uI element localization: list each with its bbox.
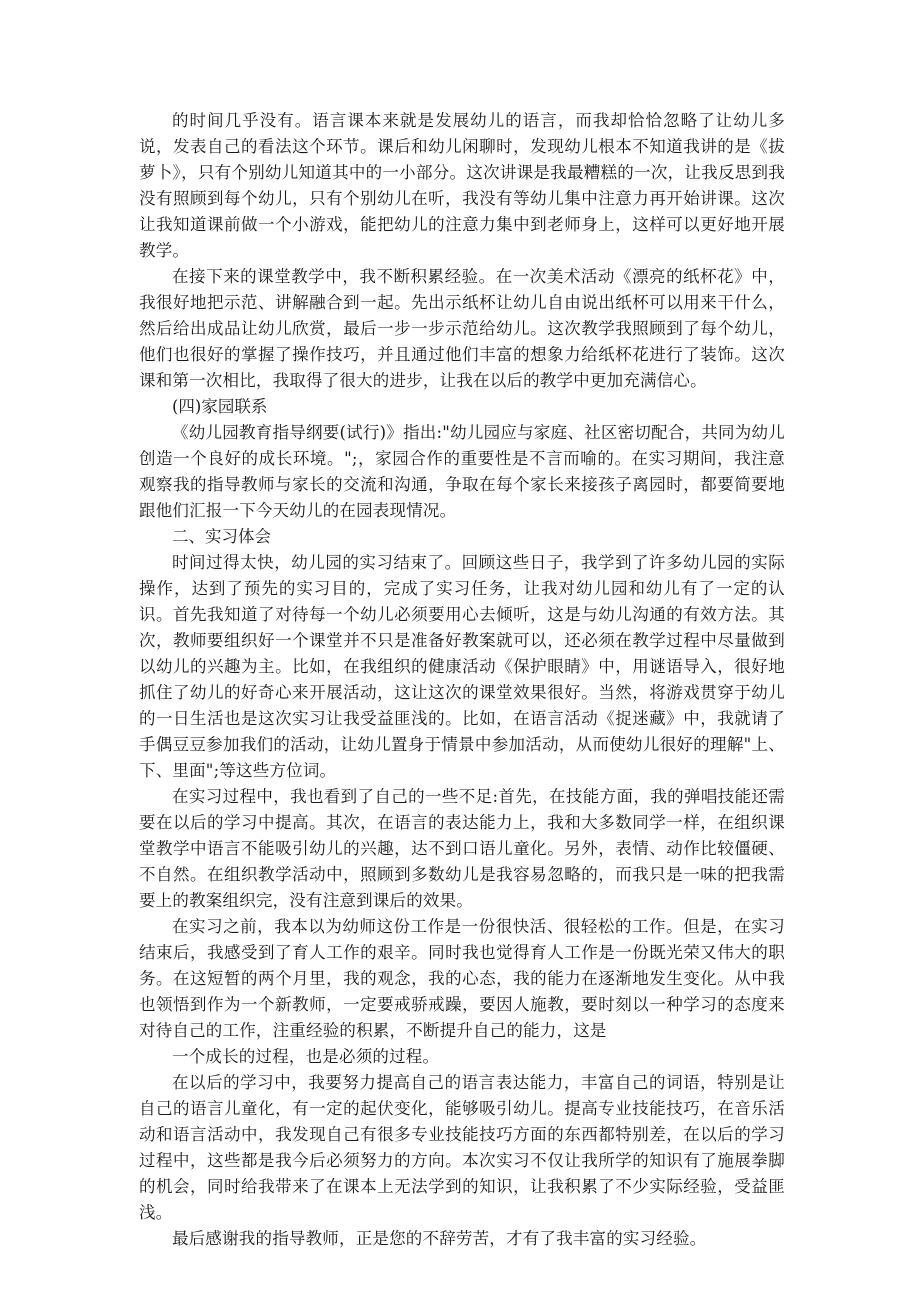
paragraph-internship-summary: 时间过得太快，幼儿园的实习结束了。回顾这些日子，我学到了许多幼儿园的实际操作，达到了预先的实习目的，完成了实习任务，让我对幼儿园和幼儿有了一定的认识。首先我知道了对待每一个幼儿必须要用心去倾听，这是与幼儿沟通的有效方法。其次，教师要组织好一个课堂并不只是准备好教案就可以，还必须在教学过程中尽量做到以幼儿的兴趣为主。比如，在我组织的健康活动《保护眼睛》中，用谜语导入，很好地抓住了幼儿的好奇心来开展活动，这让这次的课堂效果很好。当然，将游戏贯穿于幼儿的一日生活也是这次实习让我受益匪浅的。比如，在语言活动《捉迷藏》中，我就请了手偶豆豆参加我们的活动，让幼儿置身于情景中参加活动，从而使幼儿很好的理解"上、下、里面";等这些方位词。 [139,553,785,780]
section-heading-internship-experience: 二、实习体会 [172,527,271,546]
paragraph-home-school-contact: 《幼儿园教育指导纲要(试行)》指出:"幼儿园应与家庭、社区密切配合，共同为幼儿创造一个良好的成长环境。";，家园合作的重要性是不言而喻的。在实习期间，我注意观察我的指导教师与家长的交流和沟通，争取在每个家长来接孩子离园时，都要简要地跟他们汇报一下今天幼儿的在园表现情况。 [139,423,785,520]
paragraph-before-internship: 在实习之前，我本以为幼师这份工作是一份很快活、很轻松的工作。但是，在实习结束后，我感受到了育人工作的艰辛。同时我也觉得育人工作是一份既光荣又伟大的职务。在这短暂的两个月里，我的观念，我的心态，我的能力在逐渐地发生变化。从中我也领悟到作为一个新教师，一定要戒骄戒躁，要因人施教，要时刻以一种学习的态度来对待自己的工作，注重经验的积累，不断提升自己的能力，这是 [139,917,785,1040]
section-heading-home-school: (四)家园联系 [172,397,268,416]
paragraph-future-study: 在以后的学习中，我要努力提高自己的语言表达能力，丰富自己的词语，特别是让自己的语言儿童化，有一定的起伏变化，能够吸引幼儿。提高专业技能技巧，在音乐活动和语言活动中，我发现自己有很多专业技能技巧方面的东西都特别差，在以后的学习过程中，这些都是我今后必须努力的方向。本次实习不仅让我所学的知识有了施展拳脚的机会，同时给我带来了在课本上无法学到的知识，让我积累了不少实际经验，受益匪浅。 [139,1073,785,1222]
document-page [139,108,785,1252]
paragraph-lesson-reflection: 的时间几乎没有。语言课本来就是发展幼儿的语言，而我却恰恰忽略了让幼儿多说，发表自己的看法这个环节。课后和幼儿闲聊时，发现幼儿根本不知道我讲的是《拔萝卜》，只有个别幼儿知道其中的一小部分。这次讲课是我最糟糕的一次，让我反思到我没有照顾到每个幼儿，只有个别幼儿在听，我没有等幼儿集中注意力再开始讲课。这次让我知道课前做一个小游戏，能把幼儿的注意力集中到老师身上，这样可以更好地开展教学。 [139,111,785,260]
paragraph-shortcomings: 在实习过程中，我也看到了自己的一些不足:首先，在技能方面，我的弹唱技能还需要在以后的学习中提高。其次，在语言的表达能力上，我和大多数同学一样，在组织课堂教学中语言不能吸引幼儿的兴趣，达不到口语儿童化。另外，表情、动作比较僵硬、不自然。在组织教学活动中，照顾到多数幼儿是我容易忽略的，而我只是一味的把我需要上的教案组织完，没有注意到课后的效果。 [139,787,785,910]
paragraph-thanks: 最后感谢我的指导教师，正是您的不辞劳苦，才有了我丰富的实习经验。 [172,1229,707,1248]
paragraph-growth-process: 一个成长的过程，也是必须的过程。 [172,1047,440,1066]
paragraph-art-activity: 在接下来的课堂教学中，我不断积累经验。在一次美术活动《漂亮的纸杯花》中，我很好地把示范、讲解融合到一起。先出示纸杯让幼儿自由说出纸杯可以用来干什么，然后给出成品让幼儿欣赏，最后一步一步示范给幼儿。这次教学我照顾到了每个幼儿，他们也很好的掌握了操作技巧，并且通过他们丰富的想象力给纸杯花进行了装饰。这次课和第一次相比，我取得了很大的进步，让我在以后的教学中更加充满信心。 [139,267,785,390]
